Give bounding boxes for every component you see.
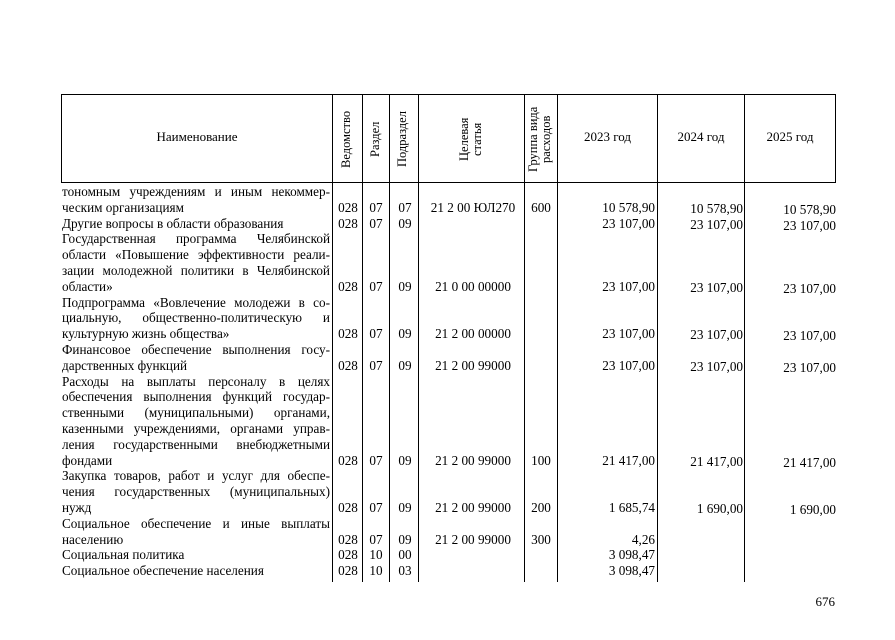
cell-celevaya-statya: 21 2 00 ЮЛ270 <box>430 199 516 215</box>
row-name-line: ления государственными внебюджетными <box>62 436 330 452</box>
row-name-line: нужд <box>62 499 92 515</box>
page-number: 676 <box>815 594 835 609</box>
cell-vedomstvo: 028 <box>338 531 358 547</box>
row-name-line: Социальная политика <box>62 547 185 563</box>
row-name-line: населению <box>62 531 124 547</box>
cell-2025: 23 107,00 <box>783 280 836 296</box>
row-name-line: культурную жизнь общества» <box>62 326 230 342</box>
table-row <box>0 184 895 216</box>
cell-razdel: 07 <box>369 278 383 294</box>
cell-podrazdel: 09 <box>398 326 412 342</box>
cell-vedomstvo: 028 <box>338 357 358 373</box>
cell-gruppa-vida: 200 <box>531 499 551 515</box>
row-name <box>62 547 330 563</box>
header-razdel: Раздел <box>368 121 382 157</box>
row-name-line: Социальное обеспечение населения <box>62 563 264 579</box>
cell-vedomstvo: 028 <box>338 547 358 563</box>
cell-2024: 1 690,00 <box>696 500 743 516</box>
cell-razdel: 10 <box>369 547 383 563</box>
header-podrazdel: Подраздел <box>395 111 409 167</box>
header-name: Наименование <box>156 129 238 144</box>
cell-razdel: 07 <box>369 531 383 547</box>
row-name-line: казенными учреждениями, органами управ- <box>62 420 330 436</box>
row-name-line: Государственная программа Челябинской <box>62 231 330 247</box>
row-name-line: обеспечения выполнения функций государ- <box>62 389 330 405</box>
cell-celevaya-statya: 21 2 00 00000 <box>435 326 511 342</box>
cell-celevaya-statya: 21 2 00 99000 <box>435 531 511 547</box>
row-name-line: ческим организациям <box>62 199 184 215</box>
row-name-line: области» <box>62 278 113 294</box>
row-name-line: Другие вопросы в области образования <box>62 215 284 231</box>
cell-2023: 23 107,00 <box>602 278 655 294</box>
row-name-line: Финансовое обеспечение выполнения госу- <box>62 342 330 357</box>
table-row <box>0 516 895 548</box>
table-row <box>0 231 895 294</box>
cell-2025: 10 578,90 <box>783 201 836 217</box>
row-name-line: Закупка товаров, работ и услуг для обеспе- <box>62 468 330 484</box>
row-name <box>62 216 330 232</box>
cell-2023: 23 107,00 <box>602 215 655 231</box>
cell-razdel: 07 <box>369 452 383 468</box>
cell-podrazdel: 09 <box>398 499 412 515</box>
cell-gruppa-vida: 100 <box>531 452 551 468</box>
cell-celevaya-statya: 21 2 00 99000 <box>435 499 511 515</box>
cell-2025: 23 107,00 <box>783 328 836 344</box>
cell-2023: 4,26 <box>631 531 655 547</box>
cell-podrazdel: 00 <box>398 547 412 563</box>
cell-celevaya-statya: 21 2 00 99000 <box>435 357 511 373</box>
cell-vedomstvo: 028 <box>338 326 358 342</box>
row-name <box>62 342 330 374</box>
cell-2024: 23 107,00 <box>690 358 743 374</box>
row-name-line: дарственных функций <box>62 357 188 373</box>
cell-podrazdel: 09 <box>398 357 412 373</box>
header-celevaya-statya: Целевая статья <box>457 117 484 161</box>
row-name-line: чения государственных (муниципальных) <box>62 484 330 500</box>
header-gruppa-vida: Группа вида расходов <box>526 106 553 172</box>
cell-vedomstvo: 028 <box>338 278 358 294</box>
cell-2023: 10 578,90 <box>602 199 655 215</box>
row-name <box>62 295 330 342</box>
table-row <box>0 563 895 579</box>
cell-podrazdel: 09 <box>398 278 412 294</box>
cell-2025: 21 417,00 <box>783 454 836 470</box>
cell-celevaya-statya: 21 0 00 00000 <box>435 278 511 294</box>
table-row <box>0 374 895 469</box>
cell-2023: 21 417,00 <box>602 452 655 468</box>
row-name <box>62 468 330 515</box>
cell-razdel: 07 <box>369 499 383 515</box>
row-name-line: Подпрограмма «Вовлечение молодежи в со- <box>62 294 330 310</box>
table-row <box>0 468 895 515</box>
header-2024: 2024 год <box>677 129 725 144</box>
cell-2024: 21 417,00 <box>690 453 743 469</box>
cell-podrazdel: 09 <box>398 215 412 231</box>
row-name <box>62 231 330 294</box>
table-row <box>0 342 895 374</box>
header-bottom-border <box>61 182 835 183</box>
cell-gruppa-vida: 600 <box>531 199 551 215</box>
cell-razdel: 07 <box>369 326 383 342</box>
cell-2024: 23 107,00 <box>690 216 743 232</box>
cell-podrazdel: 09 <box>398 531 412 547</box>
cell-2025: 23 107,00 <box>783 217 836 233</box>
row-name-line: тономным учреждениям и иным некоммер- <box>62 184 330 199</box>
row-name-line: ственными (муниципальными) органами, <box>62 405 330 421</box>
row-name-line: Расходы на выплаты персоналу в целях <box>62 373 330 389</box>
cell-razdel: 07 <box>369 357 383 373</box>
cell-celevaya-statya: 21 2 00 99000 <box>435 452 511 468</box>
cell-2024: 23 107,00 <box>690 327 743 343</box>
row-name-line: зации молодежной политики в Челябинской <box>62 262 330 278</box>
row-name-line: области «Повышение эффективности реали- <box>62 247 330 263</box>
cell-vedomstvo: 028 <box>338 499 358 515</box>
cell-razdel: 07 <box>369 215 383 231</box>
col-border <box>835 94 836 183</box>
row-name <box>62 563 330 579</box>
cell-vedomstvo: 028 <box>338 199 358 215</box>
cell-2025: 1 690,00 <box>789 501 836 517</box>
cell-2025: 23 107,00 <box>783 359 836 375</box>
header-2025: 2025 год <box>766 129 814 144</box>
header-2023: 2023 год <box>584 129 631 144</box>
row-name-line: фондами <box>62 452 113 468</box>
cell-2024: 10 578,90 <box>690 200 743 216</box>
cell-2023: 23 107,00 <box>602 326 655 342</box>
cell-2023: 23 107,00 <box>602 357 655 373</box>
cell-razdel: 07 <box>369 199 383 215</box>
cell-podrazdel: 09 <box>398 452 412 468</box>
cell-2023: 3 098,47 <box>608 563 655 579</box>
cell-2023: 1 685,74 <box>608 499 655 515</box>
row-name <box>62 516 330 548</box>
cell-podrazdel: 07 <box>398 199 412 215</box>
cell-vedomstvo: 028 <box>338 452 358 468</box>
cell-razdel: 10 <box>369 563 383 579</box>
header-vedomstvo: Ведомство <box>339 110 353 168</box>
table-row <box>0 295 895 342</box>
row-name-line: циальную, общественно-политическую и <box>62 310 330 326</box>
cell-vedomstvo: 028 <box>338 563 358 579</box>
cell-2023: 3 098,47 <box>608 547 655 563</box>
cell-podrazdel: 03 <box>398 563 412 579</box>
row-name-line: Социальное обеспечение и иные выплаты <box>62 515 330 531</box>
cell-2024: 23 107,00 <box>690 279 743 295</box>
cell-vedomstvo: 028 <box>338 215 358 231</box>
table-row <box>0 216 895 232</box>
table-top-border <box>61 94 835 95</box>
row-name <box>62 184 330 216</box>
cell-gruppa-vida: 300 <box>531 531 551 547</box>
row-name <box>62 374 330 469</box>
table-row <box>0 547 895 563</box>
